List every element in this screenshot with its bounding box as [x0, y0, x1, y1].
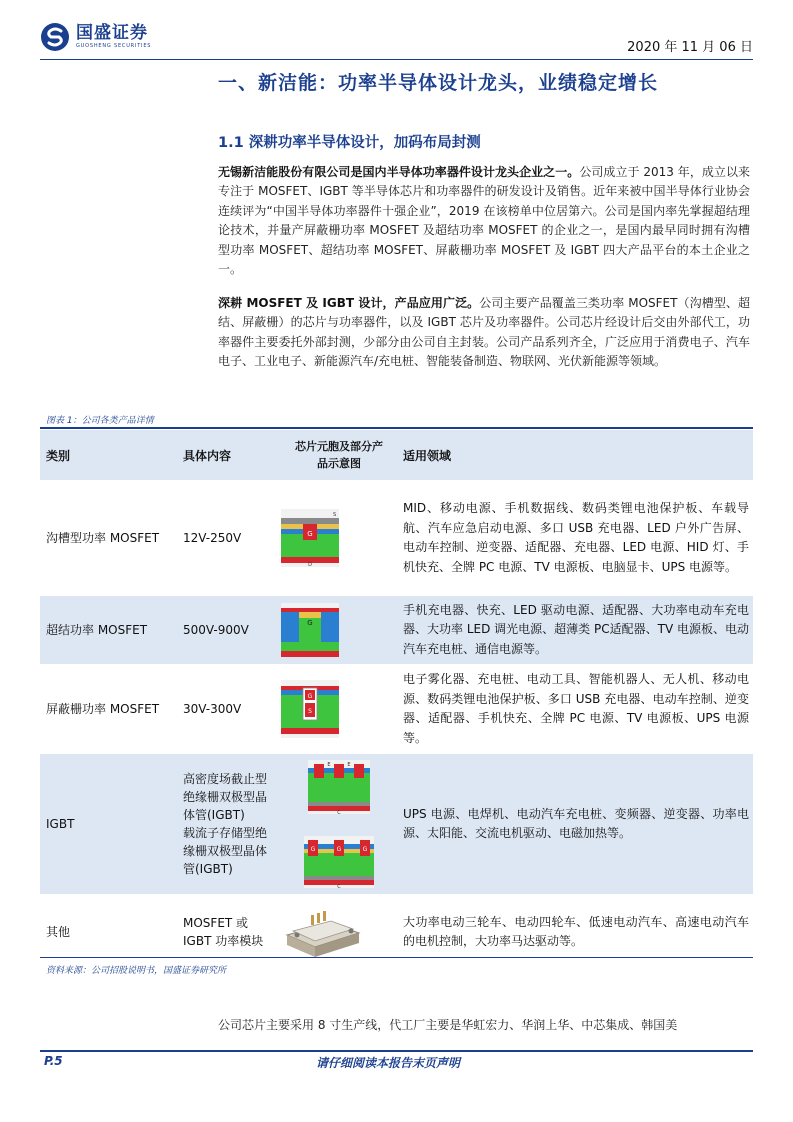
paragraph-foundry: 公司芯片主要采用 8 寸生产线，代工厂主要是华虹宏力、华润上华、中芯集成、韩国美 [218, 1018, 678, 1032]
table-caption: 图表 1：公司各类产品详情 [46, 416, 154, 426]
svg-text:G: G [307, 530, 313, 538]
table-bottom-rule [40, 957, 753, 958]
table-top-rule [40, 427, 753, 429]
cell-content: 12V-250V [183, 531, 242, 545]
header-diagram: 芯片元胞及部分产品示意图 [277, 430, 397, 480]
cell-diagram [277, 754, 397, 894]
subsection-title: 1.1 深耕功率半导体设计，加码布局封测 [218, 135, 481, 151]
cell-category: 屏蔽栅功率 MOSFET [46, 702, 160, 716]
table-row [40, 894, 753, 970]
cell-diagram [277, 480, 397, 596]
header-application: 适用领域 [397, 430, 753, 480]
svg-text:E: E [347, 762, 351, 768]
table-row [40, 664, 753, 754]
section-title: 一、新洁能：功率半导体设计龙头，业绩稳定增长 [218, 72, 659, 94]
svg-text:G: G [336, 846, 342, 853]
header-content: 具体内容 [179, 430, 277, 480]
svg-text:S: S [308, 708, 312, 715]
igbt-type-fs: 高密度场截止型绝缘栅双极型晶体管(IGBT) [183, 772, 268, 822]
table-row [40, 754, 753, 894]
svg-text:G: G [362, 846, 368, 853]
igbt-type-cstbt: 载流子存储型绝缘栅双极型晶体管(IGBT) [183, 826, 268, 876]
svg-text:C: C [337, 884, 341, 888]
power-module-icon [281, 901, 363, 963]
footer-disclaimer: 请仔细阅读本报告末页声明 [316, 1056, 461, 1070]
svg-text:C: C [337, 810, 341, 814]
cell-category: 超结功率 MOSFET [40, 596, 179, 664]
svg-text:G: G [307, 693, 313, 700]
cell-application: 电子雾化器、充电桩、电动工具、智能机器人、无人机、移动电源、数码类锂电池保护板、多口 USB 充电器、电动车控制、逆变器、适配器、手机快充、全牌 PC 电源、TV 电源板、UPS 电源等。 [403, 672, 749, 745]
fs-igbt-cell-icon [308, 760, 370, 814]
cell-category: 沟槽型功率 MOSFET [46, 531, 160, 545]
company-logo [40, 22, 151, 52]
header-divider [40, 59, 753, 60]
svg-text:S: S [333, 512, 337, 518]
svg-text:D: D [308, 562, 312, 567]
trench-mosfet-cell-icon [281, 509, 339, 567]
guosheng-logo-icon [40, 22, 70, 52]
svg-text:G: G [307, 619, 313, 627]
logo-en-text: GUOSHENG SECURITIES [76, 43, 152, 49]
header-category: 类别 [40, 430, 179, 480]
paragraph-products [218, 294, 750, 372]
cell-content: 500V-900V [179, 596, 277, 664]
paragraph-lead: 深耕 MOSFET 及 IGBT 设计，产品应用广泛。 [218, 296, 480, 310]
paragraph-company-intro [218, 163, 750, 279]
report-date: 2020 年 11 月 06 日 [627, 40, 753, 55]
table-header-row [40, 430, 753, 480]
paragraph-body: 公司主要产品覆盖三类功率 MOSFET（沟槽型、超结、屏蔽栅）的芯片与功率器件，以及 IGBT 芯片及功率器件。公司芯片经设计后交由外部代工，功率器件主要委托外部封测，少部分由公司自主封装。公司产品系列齐全，广泛应用于消费电子、汽车电子、工业电子、新能源汽车/充电桩、智能装备制造、物联网、光伏新能源等领域。 [218, 296, 750, 369]
table-row [40, 596, 753, 664]
cell-diagram [277, 894, 397, 970]
paragraph-lead: 无锡新洁能股份有限公司是国内半导体功率器件设计龙头企业之一。 [218, 165, 580, 179]
product-table [40, 430, 753, 970]
cell-content: MOSFET 或 IGBT 功率模块 [183, 916, 264, 948]
cell-category: IGBT [40, 754, 179, 894]
cell-diagram [277, 664, 397, 754]
page-number: P.5 [44, 1054, 63, 1068]
cell-diagram [277, 596, 397, 664]
cell-application: MID、移动电源、手机数据线、数码类锂电池保护板、车载导航、汽车应急启动电源、多口 USB 充电器、LED 户外广告屏、电动车控制、逆变器、适配器、充电器、LED 电源、HID 灯、手机快充、全牌 PC 电源、TV 电源板、电脑显卡、UPS 电源等。 [403, 501, 749, 574]
svg-text:E: E [327, 762, 331, 768]
paragraph-body: 公司成立于 2013 年，成立以来专注于 MOSFET、IGBT 等半导体芯片和功率器件的研发设计及销售。近年来被中国半导体行业协会连续评为“中国半导体功率器件十强企业”，2019 在该榜单中位居第六。公司是国内率先掌握超结理论技术，并量产屏蔽栅功率 MOSFET 及超结功率 MOSFET 的企业之一，是国内最早同时拥有沟槽型功率 MOSFET、超结功率 MOSFET、屏蔽栅功率 MOSFET 及 IGBT 四大产品平台的本土企业之一。 [218, 165, 750, 277]
cell-content: 30V-300V [183, 702, 242, 716]
cell-application: UPS 电源、电焊机、电动汽车充电桩、变频器、逆变器、功率电源、太阳能、交流电机驱动、电磁加热等。 [397, 754, 753, 894]
svg-text:G: G [310, 846, 316, 853]
cell-content [179, 754, 277, 894]
cell-application: 大功率电动三轮车、电动四轮车、低速电动汽车、高速电动汽车的电机控制，大功率马达驱动等。 [403, 914, 749, 948]
table-row [40, 480, 753, 596]
cell-category: 其他 [46, 925, 71, 939]
table-source: 资料来源：公司招股说明书，国盛证券研究所 [46, 966, 227, 976]
cstbt-igbt-cell-icon [304, 836, 374, 888]
shielded-gate-mosfet-cell-icon [281, 680, 339, 738]
cell-application: 手机充电器、快充、LED 驱动电源、适配器、大功率电动车充电器、大功率 LED 调光电源、超薄类 PC适配器、TV 电源板、电动汽车充电桩、通信电源等。 [397, 596, 753, 664]
superjunction-mosfet-cell-icon [281, 603, 339, 657]
logo-cn-text: 国盛证券 [76, 23, 148, 43]
footer-divider [40, 1050, 753, 1052]
page-header [40, 22, 753, 62]
